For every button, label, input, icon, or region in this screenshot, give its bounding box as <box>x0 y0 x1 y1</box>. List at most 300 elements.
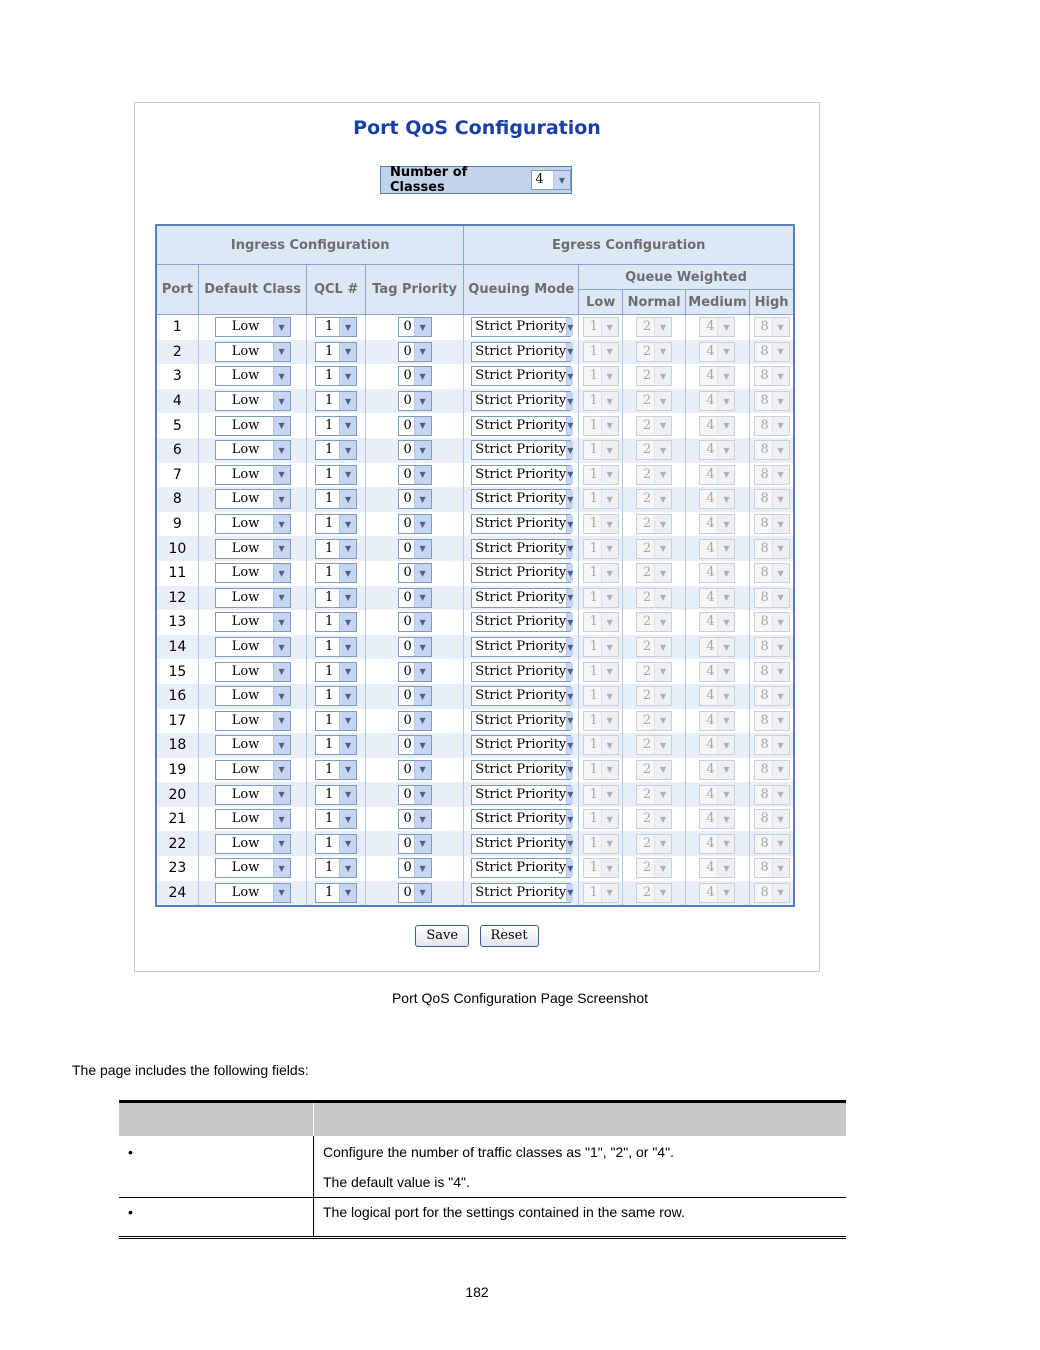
queuing-mode-select[interactable] <box>471 612 574 632</box>
tag-priority-select[interactable] <box>398 858 432 878</box>
chevron-down-icon: ▼ <box>566 663 573 681</box>
table-cell <box>750 856 794 881</box>
chevron-down-icon: ▼ <box>414 613 431 631</box>
qcl-select[interactable] <box>315 883 357 903</box>
chevron-down-icon: ▼ <box>717 318 734 336</box>
queuing-mode-select[interactable] <box>471 563 574 583</box>
qcl-select[interactable] <box>315 539 357 559</box>
description-line: Configure the number of traffic classes as "1", "2", or "4". <box>323 1144 674 1160</box>
table-cell <box>750 709 794 734</box>
queuing-mode-select[interactable] <box>471 760 574 780</box>
chevron-down-icon: ▼ <box>566 392 573 410</box>
chevron-down-icon: ▼ <box>339 638 356 656</box>
tag-priority-select[interactable] <box>398 735 432 755</box>
table-cell <box>307 831 365 856</box>
qcl-select[interactable] <box>315 391 357 411</box>
chevron-down-icon: ▼ <box>654 540 671 558</box>
qcl-select[interactable] <box>315 686 357 706</box>
tag-priority-select[interactable] <box>398 612 432 632</box>
chevron-down-icon: ▼ <box>717 884 734 902</box>
chevron-down-icon: ▼ <box>273 441 290 459</box>
qcl-select[interactable] <box>315 366 357 386</box>
qcl-select[interactable] <box>315 662 357 682</box>
table-cell <box>365 684 464 709</box>
chevron-down-icon: ▼ <box>717 663 734 681</box>
weight-low-select <box>583 809 619 829</box>
weight-low-select <box>583 539 619 559</box>
tag-priority-select[interactable] <box>398 366 432 386</box>
qcl-select[interactable] <box>315 489 357 509</box>
chevron-down-icon: ▼ <box>654 318 671 336</box>
weight-normal-select <box>636 465 672 485</box>
tag-priority-select[interactable] <box>398 588 432 608</box>
table-row <box>119 1136 846 1198</box>
default-class-select[interactable] <box>215 834 291 854</box>
default-class-select[interactable] <box>215 391 291 411</box>
table-cell <box>579 512 623 537</box>
queuing-mode-select-value: Strict Priority <box>475 491 567 507</box>
queuing-mode-select[interactable] <box>471 391 574 411</box>
chevron-down-icon: ▼ <box>717 859 734 877</box>
qcl-select[interactable] <box>315 637 357 657</box>
tag-priority-select[interactable] <box>398 489 432 509</box>
queuing-mode-select-value: Strict Priority <box>475 639 567 655</box>
table-cell <box>198 463 307 488</box>
table-cell <box>750 536 794 561</box>
qcl-select[interactable] <box>315 416 357 436</box>
queuing-mode-select[interactable] <box>471 711 574 731</box>
chevron-down-icon: ▼ <box>414 318 431 336</box>
table-cell <box>198 561 307 586</box>
weight-medium-select-value: 4 <box>706 343 715 359</box>
queuing-mode-select-value: Strict Priority <box>475 761 567 777</box>
qcl-select-value: 1 <box>324 516 334 532</box>
qcl-select[interactable] <box>315 612 357 632</box>
qcl-select[interactable] <box>315 465 357 485</box>
table-cell <box>685 709 749 734</box>
field-description <box>314 1198 847 1238</box>
queuing-mode-select[interactable] <box>471 588 574 608</box>
table-cell <box>685 512 749 537</box>
weight-low-select <box>583 858 619 878</box>
default-class-select[interactable] <box>215 637 291 657</box>
qcl-select-value: 1 <box>324 491 334 507</box>
tag-priority-select[interactable] <box>398 391 432 411</box>
weight-medium-select <box>699 809 735 829</box>
weight-medium-select-value: 4 <box>706 786 715 802</box>
tag-priority-select-value: 0 <box>403 319 412 335</box>
tag-priority-select[interactable] <box>398 711 432 731</box>
chevron-down-icon: ▼ <box>654 343 671 361</box>
tag-priority-select[interactable] <box>398 686 432 706</box>
chevron-down-icon: ▼ <box>414 515 431 533</box>
queuing-mode-select[interactable] <box>471 539 574 559</box>
chevron-down-icon: ▼ <box>717 392 734 410</box>
table-cell <box>365 807 464 832</box>
table-cell <box>464 487 579 512</box>
default-class-select-value: Low <box>231 663 260 679</box>
tag-priority-select-value: 0 <box>403 712 412 728</box>
tag-priority-select[interactable] <box>398 809 432 829</box>
chevron-down-icon: ▼ <box>717 613 734 631</box>
port-number: 12 <box>156 586 198 611</box>
weight-high-select-value: 8 <box>760 565 769 581</box>
chevron-down-icon: ▼ <box>566 466 573 484</box>
table-cell <box>365 487 464 512</box>
queuing-mode-select[interactable] <box>471 465 574 485</box>
weight-normal-select <box>636 563 672 583</box>
queuing-mode-select[interactable] <box>471 416 574 436</box>
table-cell <box>464 463 579 488</box>
figure-caption: Port QoS Configuration Page Screenshot <box>391 990 649 1006</box>
queuing-mode-select[interactable] <box>471 785 574 805</box>
weight-medium-select <box>699 416 735 436</box>
field-bullet: • <box>119 1198 314 1238</box>
table-cell <box>623 684 685 709</box>
queuing-mode-select[interactable] <box>471 686 574 706</box>
table-cell <box>365 561 464 586</box>
table-cell <box>307 659 365 684</box>
qcl-select[interactable] <box>315 760 357 780</box>
tag-priority-select[interactable] <box>398 539 432 559</box>
weight-low-select-value: 1 <box>589 491 598 507</box>
table-row <box>156 709 794 734</box>
weight-normal-select-value: 2 <box>642 516 652 532</box>
chevron-down-icon: ▼ <box>339 515 356 533</box>
default-class-select[interactable] <box>215 735 291 755</box>
tag-priority-select[interactable] <box>398 662 432 682</box>
weight-normal-select-value: 2 <box>642 319 652 335</box>
default-class-select[interactable] <box>215 465 291 485</box>
weight-high-select <box>754 489 790 509</box>
qcl-select[interactable] <box>315 342 357 362</box>
queuing-mode-select-value: Strict Priority <box>475 589 567 605</box>
table-cell <box>464 413 579 438</box>
queuing-mode-select[interactable] <box>471 834 574 854</box>
weight-low-select <box>583 317 619 337</box>
chevron-down-icon: ▼ <box>601 417 618 435</box>
default-class-select[interactable] <box>215 785 291 805</box>
queuing-mode-select[interactable] <box>471 440 574 460</box>
default-class-select[interactable] <box>215 514 291 534</box>
weight-medium-select <box>699 588 735 608</box>
queuing-mode-select[interactable] <box>471 342 574 362</box>
weight-medium-select <box>699 637 735 657</box>
port-number: 13 <box>156 610 198 635</box>
chevron-down-icon: ▼ <box>273 638 290 656</box>
screenshot-frame <box>134 102 820 972</box>
queuing-mode-select[interactable] <box>471 637 574 657</box>
table-cell <box>198 389 307 414</box>
chevron-down-icon: ▼ <box>717 589 734 607</box>
default-class-select[interactable] <box>215 317 291 337</box>
weight-normal-select <box>636 416 672 436</box>
chevron-down-icon: ▼ <box>273 367 290 385</box>
default-class-select[interactable] <box>215 489 291 509</box>
queuing-mode-select[interactable] <box>471 366 574 386</box>
number-of-classes-select[interactable] <box>531 170 571 190</box>
chevron-down-icon: ▼ <box>566 712 573 730</box>
qcl-select[interactable] <box>315 785 357 805</box>
weight-high-select-value: 8 <box>760 761 769 777</box>
qcl-select[interactable] <box>315 735 357 755</box>
qcl-select[interactable] <box>315 809 357 829</box>
weight-medium-select <box>699 883 735 903</box>
weight-low-select <box>583 662 619 682</box>
table-cell <box>307 561 365 586</box>
queuing-mode-select[interactable] <box>471 317 574 337</box>
default-class-select[interactable] <box>215 711 291 731</box>
queuing-mode-select-value: Strict Priority <box>475 614 567 630</box>
queuing-mode-select[interactable] <box>471 883 574 903</box>
qcl-select[interactable] <box>315 588 357 608</box>
queuing-mode-select-value: Strict Priority <box>475 540 567 556</box>
queuing-mode-select[interactable] <box>471 662 574 682</box>
default-class-select-value: Low <box>231 884 260 900</box>
chevron-down-icon: ▼ <box>339 859 356 877</box>
qcl-select[interactable] <box>315 317 357 337</box>
table-row <box>156 463 794 488</box>
save-button[interactable]: Save <box>415 925 469 947</box>
chevron-down-icon: ▼ <box>339 343 356 361</box>
weight-low-select-value: 1 <box>589 442 598 458</box>
default-class-select[interactable] <box>215 588 291 608</box>
tag-priority-select[interactable] <box>398 317 432 337</box>
chevron-down-icon: ▼ <box>654 638 671 656</box>
queuing-mode-select[interactable] <box>471 489 574 509</box>
default-class-select[interactable] <box>215 366 291 386</box>
port-number: 15 <box>156 659 198 684</box>
tag-priority-select[interactable] <box>398 416 432 436</box>
tag-priority-select-value: 0 <box>403 516 412 532</box>
qcl-select-value: 1 <box>324 368 334 384</box>
chevron-down-icon: ▼ <box>601 367 618 385</box>
weight-low-select-value: 1 <box>589 589 598 605</box>
tag-priority-select[interactable] <box>398 785 432 805</box>
chevron-down-icon: ▼ <box>772 835 789 853</box>
table-cell <box>198 364 307 389</box>
table-cell <box>579 881 623 907</box>
default-class-select-value: Low <box>231 786 260 802</box>
chevron-down-icon: ▼ <box>273 884 290 902</box>
tag-priority-select[interactable] <box>398 563 432 583</box>
col-normal: Normal <box>623 290 685 315</box>
qcl-select[interactable] <box>315 858 357 878</box>
default-class-select[interactable] <box>215 612 291 632</box>
table-cell <box>623 463 685 488</box>
queuing-mode-select[interactable] <box>471 735 574 755</box>
weight-medium-select-value: 4 <box>706 442 715 458</box>
default-class-select[interactable] <box>215 342 291 362</box>
chevron-down-icon: ▼ <box>414 810 431 828</box>
chevron-down-icon: ▼ <box>772 367 789 385</box>
chevron-down-icon: ▼ <box>654 466 671 484</box>
weight-normal-select-value: 2 <box>642 860 652 876</box>
table-cell <box>579 438 623 463</box>
table-cell <box>365 659 464 684</box>
default-class-select[interactable] <box>215 416 291 436</box>
tag-priority-select-value: 0 <box>403 786 412 802</box>
table-cell <box>198 807 307 832</box>
weight-medium-select-value: 4 <box>706 614 715 630</box>
tag-priority-select[interactable] <box>398 834 432 854</box>
weight-normal-select-value: 2 <box>642 442 652 458</box>
chevron-down-icon: ▼ <box>601 663 618 681</box>
chevron-down-icon: ▼ <box>717 540 734 558</box>
weight-normal-select-value: 2 <box>642 688 652 704</box>
queuing-mode-select[interactable] <box>471 809 574 829</box>
qcl-select-value: 1 <box>324 417 334 433</box>
queuing-mode-select[interactable] <box>471 514 574 534</box>
tag-priority-select[interactable] <box>398 760 432 780</box>
weight-medium-select <box>699 366 735 386</box>
table-cell <box>579 709 623 734</box>
tag-priority-select[interactable] <box>398 883 432 903</box>
table-cell <box>750 881 794 907</box>
default-class-select[interactable] <box>215 883 291 903</box>
table-cell <box>579 561 623 586</box>
table-cell <box>623 389 685 414</box>
port-number: 10 <box>156 536 198 561</box>
chevron-down-icon: ▼ <box>414 441 431 459</box>
col-default-class: Default Class <box>198 265 307 315</box>
table-cell <box>464 340 579 365</box>
queuing-mode-select-value: Strict Priority <box>475 565 567 581</box>
chevron-down-icon: ▼ <box>566 613 573 631</box>
table-cell <box>750 733 794 758</box>
weight-low-select-value: 1 <box>589 639 598 655</box>
table-cell <box>464 586 579 611</box>
table-cell <box>750 340 794 365</box>
chevron-down-icon: ▼ <box>553 171 570 189</box>
tag-priority-select[interactable] <box>398 637 432 657</box>
tag-priority-select[interactable] <box>398 514 432 534</box>
weight-high-select-value: 8 <box>760 688 769 704</box>
chevron-down-icon: ▼ <box>772 736 789 754</box>
chevron-down-icon: ▼ <box>601 589 618 607</box>
chevron-down-icon: ▼ <box>273 515 290 533</box>
chevron-down-icon: ▼ <box>654 712 671 730</box>
chevron-down-icon: ▼ <box>566 515 573 533</box>
table-cell <box>623 881 685 907</box>
chevron-down-icon: ▼ <box>601 392 618 410</box>
tag-priority-select-value: 0 <box>403 491 412 507</box>
default-class-select[interactable] <box>215 563 291 583</box>
qcl-select-value: 1 <box>324 688 334 704</box>
chevron-down-icon: ▼ <box>273 712 290 730</box>
tag-priority-select-value: 0 <box>403 614 412 630</box>
chevron-down-icon: ▼ <box>339 835 356 853</box>
chevron-down-icon: ▼ <box>772 589 789 607</box>
default-class-select-value: Low <box>231 614 260 630</box>
col-port: Port <box>156 265 198 315</box>
chevron-down-icon: ▼ <box>414 884 431 902</box>
chevron-down-icon: ▼ <box>717 564 734 582</box>
default-class-select-value: Low <box>231 835 260 851</box>
tag-priority-select[interactable] <box>398 465 432 485</box>
weight-medium-select <box>699 317 735 337</box>
weight-medium-select <box>699 760 735 780</box>
weight-high-select-value: 8 <box>760 393 769 409</box>
weight-low-select-value: 1 <box>589 319 598 335</box>
table-cell <box>623 561 685 586</box>
default-class-select[interactable] <box>215 662 291 682</box>
table-cell <box>307 438 365 463</box>
form-buttons <box>135 925 819 947</box>
chevron-down-icon: ▼ <box>654 786 671 804</box>
chevron-down-icon: ▼ <box>566 859 573 877</box>
queuing-mode-select[interactable] <box>471 858 574 878</box>
weight-normal-select <box>636 711 672 731</box>
weight-high-select-value: 8 <box>760 811 769 827</box>
table-cell <box>685 635 749 660</box>
default-class-select[interactable] <box>215 539 291 559</box>
chevron-down-icon: ▼ <box>414 859 431 877</box>
default-class-select[interactable] <box>215 686 291 706</box>
table-row <box>156 512 794 537</box>
default-class-select[interactable] <box>215 858 291 878</box>
weight-medium-select-value: 4 <box>706 589 715 605</box>
weight-low-select <box>583 342 619 362</box>
egress-header: Egress Configuration <box>464 225 794 265</box>
table-cell <box>685 831 749 856</box>
table-cell <box>750 315 794 340</box>
weight-high-select <box>754 735 790 755</box>
table-cell <box>579 487 623 512</box>
port-number: 17 <box>156 709 198 734</box>
table-cell <box>307 389 365 414</box>
chevron-down-icon: ▼ <box>654 810 671 828</box>
queuing-mode-select-value: Strict Priority <box>475 737 567 753</box>
reset-button[interactable]: Reset <box>480 925 539 947</box>
number-of-classes-label: Number of Classes <box>390 165 468 195</box>
chevron-down-icon: ▼ <box>566 343 573 361</box>
chevron-down-icon: ▼ <box>339 490 356 508</box>
table-cell <box>685 413 749 438</box>
table-cell <box>365 758 464 783</box>
weight-normal-select-value: 2 <box>642 737 652 753</box>
qcl-select[interactable] <box>315 440 357 460</box>
weight-medium-select <box>699 711 735 731</box>
table-cell <box>579 684 623 709</box>
weight-low-select <box>583 785 619 805</box>
table-cell <box>307 856 365 881</box>
default-class-select[interactable] <box>215 440 291 460</box>
table-row <box>156 856 794 881</box>
weight-low-select-value: 1 <box>589 688 598 704</box>
qcl-select[interactable] <box>315 834 357 854</box>
table-cell <box>198 831 307 856</box>
qcl-select[interactable] <box>315 563 357 583</box>
chevron-down-icon: ▼ <box>654 515 671 533</box>
table-cell <box>579 610 623 635</box>
port-number: 8 <box>156 487 198 512</box>
tag-priority-select[interactable] <box>398 440 432 460</box>
weight-high-select <box>754 858 790 878</box>
chevron-down-icon: ▼ <box>273 613 290 631</box>
qcl-select[interactable] <box>315 711 357 731</box>
weight-normal-select <box>636 785 672 805</box>
table-cell <box>307 635 365 660</box>
default-class-select[interactable] <box>215 809 291 829</box>
default-class-select[interactable] <box>215 760 291 780</box>
chevron-down-icon: ▼ <box>601 638 618 656</box>
weight-medium-select <box>699 612 735 632</box>
tag-priority-select[interactable] <box>398 342 432 362</box>
qcl-select[interactable] <box>315 514 357 534</box>
weight-normal-select <box>636 539 672 559</box>
weight-high-select-value: 8 <box>760 516 769 532</box>
